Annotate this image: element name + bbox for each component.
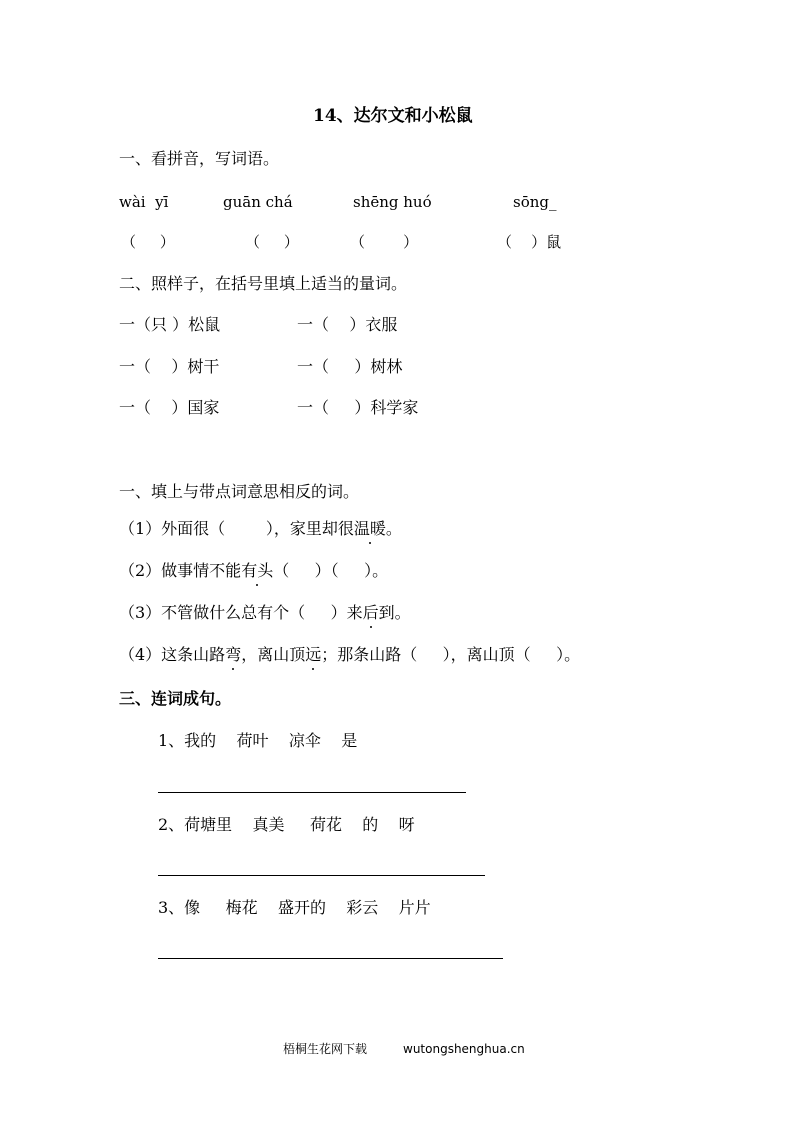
footer-site-name: 梧桐生花网下载 bbox=[283, 1042, 368, 1056]
pinyin-4: sōng_ bbox=[513, 193, 557, 211]
pinyin-1: wài yī bbox=[119, 193, 169, 211]
section3-heading: 一、填上与带点词意思相反的词。 bbox=[119, 482, 360, 501]
measure-word-row1-left[interactable]: 一（只 ）松鼠 bbox=[119, 315, 221, 334]
answer-blank-4[interactable]: （ ）鼠 bbox=[497, 233, 562, 251]
pinyin-2: guān chá bbox=[223, 193, 293, 211]
answer-line-2[interactable] bbox=[158, 875, 485, 876]
dotted-word: 弯 bbox=[225, 645, 242, 664]
sentence-words-3: 3、像 梅花 盛开的 彩云 片片 bbox=[158, 898, 431, 917]
dotted-word: 远 bbox=[305, 645, 322, 664]
antonym-item-2[interactable]: （2）做事情不能有头（ ）（ ）。 bbox=[119, 561, 389, 580]
sentence-words-1: 1、我的 荷叶 凉伞 是 bbox=[158, 731, 358, 750]
page-title: 14、达尔文和小松鼠 bbox=[313, 106, 473, 126]
measure-word-row1-right[interactable]: 一（ ）衣服 bbox=[297, 315, 398, 334]
section4-heading: 三、连词成句。 bbox=[119, 689, 232, 708]
answer-blank-2[interactable]: （ ） bbox=[245, 233, 299, 251]
dotted-word: 温暖 bbox=[353, 519, 386, 538]
footer-url[interactable]: wutongshenghua.cn bbox=[403, 1042, 525, 1056]
answer-blank-1[interactable]: （ ） bbox=[121, 233, 175, 251]
measure-word-row2-right[interactable]: 一（ ）树林 bbox=[297, 357, 403, 376]
measure-word-row3-left[interactable]: 一（ ）国家 bbox=[119, 398, 220, 417]
section1-heading: 一、看拼音，写词语。 bbox=[119, 149, 280, 168]
section2-heading: 二、照样子，在括号里填上适当的量词。 bbox=[119, 274, 408, 293]
answer-line-3[interactable] bbox=[158, 958, 503, 959]
answer-blank-3[interactable]: （ ） bbox=[350, 233, 419, 251]
antonym-item-3[interactable]: （3）不管做什么总有个（ ）来后到。 bbox=[119, 603, 411, 622]
antonym-item-4[interactable]: （4）这条山路弯，离山顶远；那条山路（ ），离山顶（ ）。 bbox=[119, 645, 581, 664]
antonym-item-1[interactable]: （1）外面很（ ），家里却很温暖。 bbox=[119, 519, 402, 538]
dotted-word: 后 bbox=[362, 603, 379, 622]
pinyin-3: shēng huó bbox=[353, 193, 432, 211]
measure-word-row2-left[interactable]: 一（ ）树干 bbox=[119, 357, 220, 376]
dotted-word: 有头 bbox=[241, 561, 274, 580]
answer-line-1[interactable] bbox=[158, 792, 466, 793]
sentence-words-2: 2、荷塘里 真美 荷花 的 呀 bbox=[158, 815, 415, 834]
measure-word-row3-right[interactable]: 一（ ）科学家 bbox=[297, 398, 419, 417]
